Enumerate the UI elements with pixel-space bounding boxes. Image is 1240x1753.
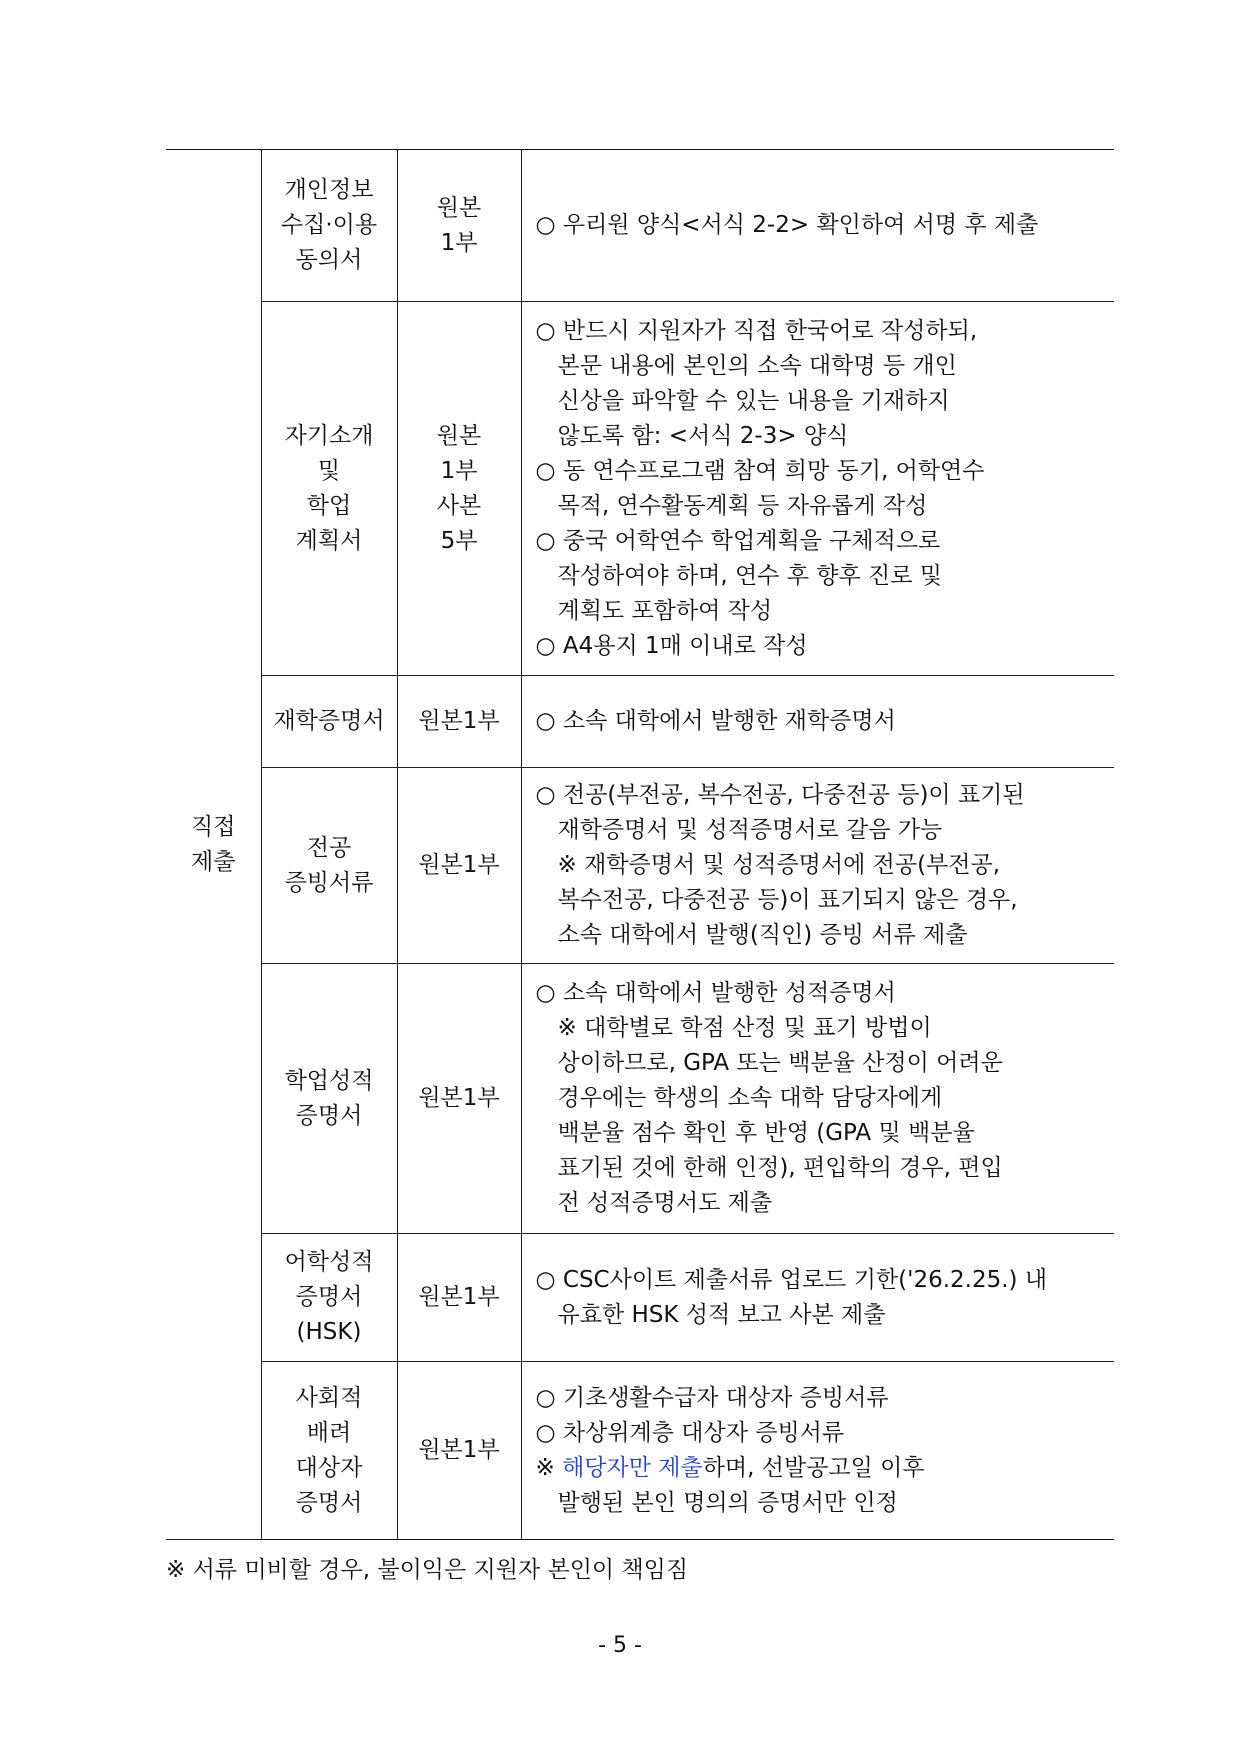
document-name-line: 전공 bbox=[306, 834, 352, 861]
document-name-line: 증명서 bbox=[295, 1489, 363, 1516]
quantity-cell bbox=[397, 676, 521, 768]
quantity-line: 사본 bbox=[436, 492, 482, 519]
description-cell bbox=[521, 676, 1114, 768]
quantity-line: 5부 bbox=[440, 527, 478, 554]
document-name-line: 학업 bbox=[306, 492, 352, 519]
group-label-line: 직접 bbox=[191, 813, 236, 840]
description-line: 유효한 HSK 성적 보고 사본 제출 bbox=[557, 1301, 886, 1328]
table-row bbox=[166, 1362, 1114, 1540]
description-cell bbox=[521, 302, 1114, 676]
page-number: - 5 - bbox=[598, 1633, 642, 1658]
description-line: ○ CSC사이트 제출서류 업로드 기한('26.2.25.) 내 bbox=[535, 1266, 1048, 1293]
description-line: 재학증명서 및 성적증명서로 갈음 가능 bbox=[557, 817, 943, 843]
note-prefix: ※ bbox=[535, 1454, 563, 1481]
document-name-cell bbox=[261, 676, 397, 768]
quantity-cell bbox=[397, 1234, 521, 1362]
description-line bbox=[536, 1451, 1105, 1486]
description-line: ○ 기초생활수급자 대상자 증빙서류 bbox=[535, 1384, 889, 1411]
description-line: 본문 내용에 본인의 소속 대학명 등 개인 bbox=[557, 352, 957, 379]
document-name-line: 어학성적 bbox=[284, 1249, 374, 1275]
documents-table bbox=[166, 149, 1114, 1540]
description-line: ※ 재학증명서 및 성적증명서에 전공(부전공, bbox=[557, 852, 1001, 878]
description-line: 작성하여야 하며, 연수 후 향후 진로 및 bbox=[557, 562, 942, 589]
description-line: ○ 소속 대학에서 발행한 성적증명서 bbox=[535, 980, 896, 1006]
document-name-line: 배려 bbox=[306, 1419, 352, 1446]
quantity-line: 원본1부 bbox=[418, 852, 500, 878]
description-line: ○ 우리원 양식<서식 2-2> 확인하여 서명 후 제출 bbox=[535, 212, 1039, 238]
description-line: ○ 동 연수프로그램 참여 희망 동기, 어학연수 bbox=[535, 457, 985, 484]
table-row bbox=[166, 964, 1114, 1234]
description-cell bbox=[521, 1362, 1114, 1540]
table-row bbox=[166, 676, 1114, 768]
document-name-line: 대상자 bbox=[295, 1454, 363, 1481]
document-name-line: 사회적 bbox=[295, 1384, 363, 1411]
table-row bbox=[166, 1234, 1114, 1362]
document-name-line: 증빙서류 bbox=[284, 869, 374, 896]
quantity-line: 원본1부 bbox=[418, 1437, 500, 1463]
table-row bbox=[166, 768, 1114, 964]
document-name-cell bbox=[261, 150, 397, 302]
document-name-line: 증명서 bbox=[295, 1284, 363, 1310]
description-line: ※ 대학별로 학점 산정 및 표기 방법이 bbox=[557, 1015, 932, 1041]
document-name-line: 계획서 bbox=[295, 527, 363, 554]
document-name-line: 및 bbox=[317, 457, 341, 484]
documents-table-body bbox=[166, 150, 1114, 1540]
document-name-line: (HSK) bbox=[296, 1319, 362, 1345]
description-line: 백분율 점수 확인 후 반영 (GPA 및 백분율 bbox=[557, 1120, 975, 1146]
group-cell bbox=[166, 150, 261, 1540]
quantity-line: 1부 bbox=[440, 229, 478, 256]
document-name-line: 동의서 bbox=[295, 247, 363, 273]
description-line: 경우에는 학생의 소속 대학 담당자에게 bbox=[557, 1085, 943, 1111]
description-line: ○ 차상위계층 대상자 증빙서류 bbox=[535, 1419, 845, 1446]
description-line: ○ 소속 대학에서 발행한 재학증명서 bbox=[535, 708, 896, 734]
document-name-line: 재학증명서 bbox=[273, 708, 385, 734]
description-line: 계획도 포함하여 작성 bbox=[557, 597, 773, 624]
description-line: 소속 대학에서 발행(직인) 증빙 서류 제출 bbox=[557, 922, 968, 948]
description-line: ○ 전공(부전공, 복수전공, 다중전공 등)이 표기된 bbox=[535, 782, 1025, 808]
highlight-text: 해당자만 제출 bbox=[562, 1454, 703, 1481]
description-line: 상이하므로, GPA 또는 백분율 산정이 어려운 bbox=[557, 1050, 1003, 1076]
description-line: 신상을 파악할 수 있는 내용을 기재하지 bbox=[557, 387, 950, 414]
document-name-cell bbox=[261, 1234, 397, 1362]
table-row bbox=[166, 302, 1114, 676]
quantity-cell bbox=[397, 964, 521, 1234]
description-line: 복수전공, 다중전공 등)이 표기되지 않은 경우, bbox=[557, 887, 1018, 913]
document-name-line: 학업성적 bbox=[284, 1067, 374, 1094]
document-name-cell bbox=[261, 768, 397, 964]
description-cell bbox=[521, 1234, 1114, 1362]
group-label-line: 제출 bbox=[191, 848, 236, 875]
quantity-line: 원본1부 bbox=[418, 1085, 500, 1111]
quantity-cell bbox=[397, 150, 521, 302]
quantity-line: 원본 bbox=[436, 422, 482, 449]
quantity-cell bbox=[397, 1362, 521, 1540]
description-line: ○ 중국 어학연수 학업계획을 구체적으로 bbox=[535, 527, 941, 554]
document-name-line: 개인정보 bbox=[284, 177, 374, 203]
table-row bbox=[166, 150, 1114, 302]
description-cell bbox=[521, 964, 1114, 1234]
description-line: ○ A4용지 1매 이내로 작성 bbox=[535, 632, 808, 659]
description-line: 목적, 연수활동계획 등 자유롭게 작성 bbox=[557, 492, 928, 519]
description-line: 발행된 본인 명의의 증명서만 인정 bbox=[557, 1489, 898, 1516]
description-line: ○ 반드시 지원자가 직접 한국어로 작성하되, bbox=[535, 317, 978, 344]
description-line: 표기된 것에 한해 인정), 편입학의 경우, 편입 bbox=[557, 1155, 1003, 1181]
quantity-line: 원본1부 bbox=[418, 1284, 500, 1310]
quantity-line: 원본1부 bbox=[418, 708, 500, 734]
description-cell bbox=[521, 150, 1114, 302]
description-cell bbox=[521, 768, 1114, 964]
description-line: 않도록 함: <서식 2-3> 양식 bbox=[557, 422, 849, 449]
quantity-line: 1부 bbox=[440, 457, 478, 484]
document-name-line: 자기소개 bbox=[284, 422, 374, 449]
document-name-line: 수집·이용 bbox=[280, 212, 378, 238]
quantity-cell bbox=[397, 302, 521, 676]
description-line: 전 성적증명서도 제출 bbox=[557, 1190, 773, 1216]
document-name-cell bbox=[261, 964, 397, 1234]
note-suffix: 하며, 선발공고일 이후 bbox=[702, 1454, 925, 1481]
document-name-cell bbox=[261, 1362, 397, 1540]
document-name-cell bbox=[261, 302, 397, 676]
quantity-line: 원본 bbox=[436, 194, 482, 221]
document-name-line: 증명서 bbox=[295, 1102, 363, 1129]
quantity-cell bbox=[397, 768, 521, 964]
footnote: ※ 서류 미비할 경우, 불이익은 지원자 본인이 책임짐 bbox=[166, 1557, 689, 1583]
